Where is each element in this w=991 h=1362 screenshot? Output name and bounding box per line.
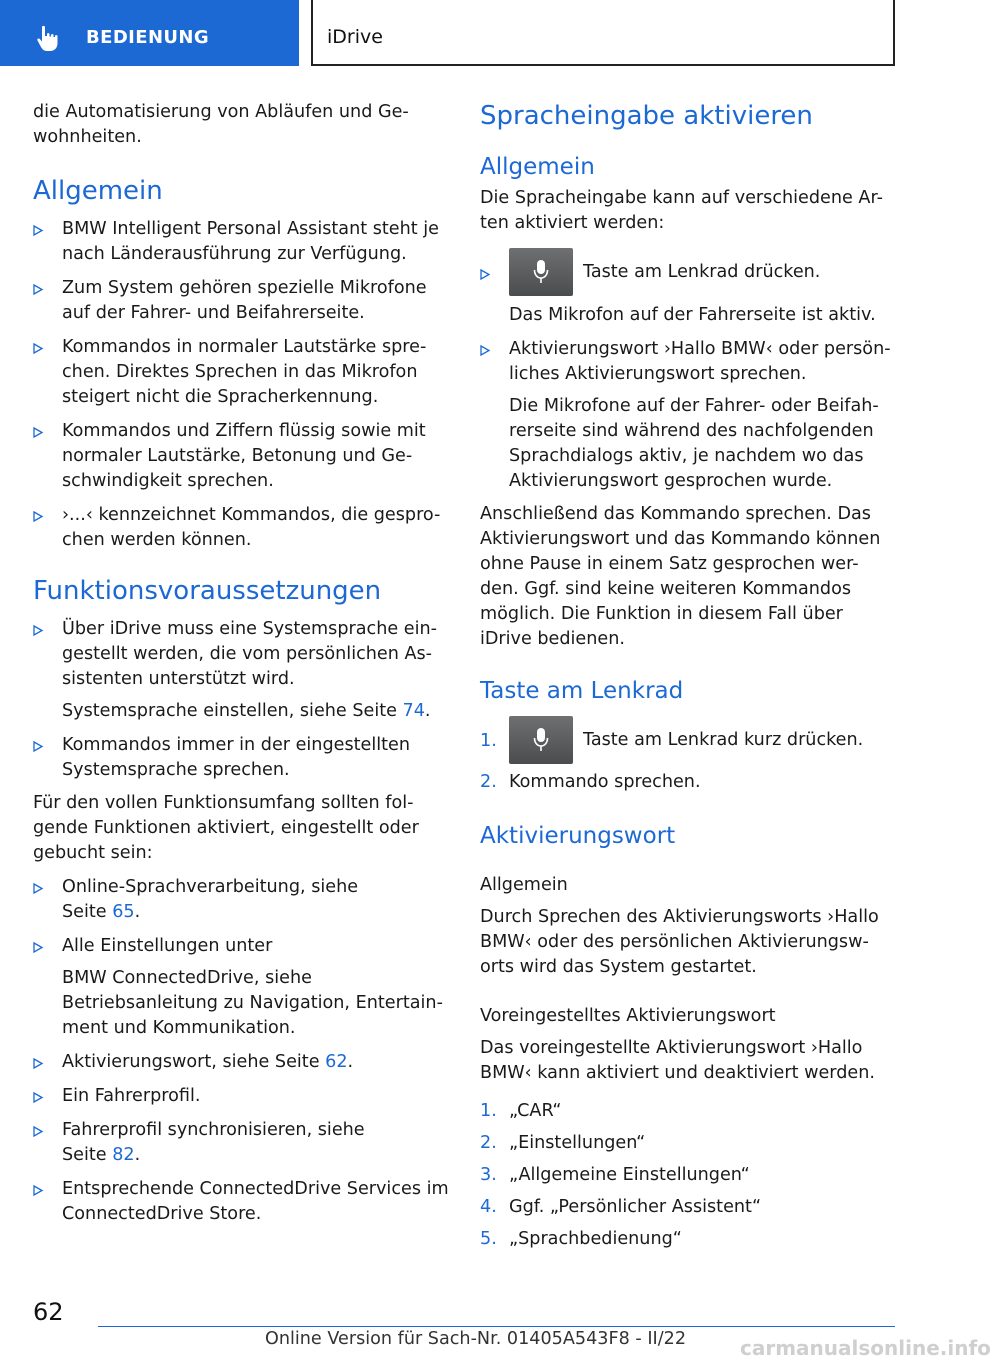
list-item: [33, 276, 451, 326]
step-text: „Allgemeine Einstellungen“: [509, 1165, 750, 1185]
step-item: [480, 1163, 900, 1188]
aktivieren-list: [480, 248, 900, 494]
funktionen-list: [33, 875, 451, 1227]
voreingestellt-steps: [480, 1099, 900, 1252]
heading-funktionsvoraussetzungen: Funktionsvoraussetzungen: [33, 576, 382, 606]
step-item: [480, 1227, 900, 1252]
bullet-triangle-icon: [480, 269, 490, 280]
text: Fahrerprofil synchronisieren, siehe Seite: [62, 1120, 365, 1165]
step-number: 1.: [480, 1101, 497, 1121]
list-item: [33, 617, 451, 724]
bullet-triangle-icon: [33, 1058, 43, 1069]
left-column: [33, 100, 451, 1227]
step-text: „Sprachbedienung“: [509, 1229, 682, 1249]
page-link-82[interactable]: 82: [112, 1145, 135, 1165]
step-item: [480, 770, 900, 795]
section-tab: [0, 0, 299, 66]
section-label: BEDIENUNG: [86, 27, 210, 48]
list-item-text: BMW Intelligent Personal Assistant steht je nach Länderausführung zur Verfügung.: [62, 219, 439, 264]
step-number: 4.: [480, 1197, 497, 1217]
list-item-subtext: Die Mikrofone auf der Fahrer- oder Beifah- rerseite sind während des nachfolgenden Sprachdialogs aktiv, je nachdem wo das Aktivierungswort gesprochen wurde.: [509, 396, 879, 491]
heading-allgemein: Allgemein: [33, 176, 163, 206]
step-number: 2.: [480, 772, 497, 792]
aktivierungswort-text: Durch Sprechen des Aktivierungsworts ›Hallo BMW‹ oder des persönlichen Aktivierungsw- orts wird das System gestartet.: [480, 907, 879, 977]
step-number: 1.: [480, 731, 497, 751]
list-item-text: Ein Fahrerprofil.: [62, 1086, 201, 1106]
list-item: [33, 503, 451, 553]
list-item: [33, 1118, 451, 1168]
list-item: [480, 337, 900, 494]
taste-steps: [480, 716, 900, 795]
list-item-text: [509, 248, 900, 296]
text: Online-Sprachverarbeitung, siehe Seite: [62, 877, 359, 922]
text: Aktivierungswort, siehe Seite: [62, 1052, 326, 1072]
heading-spracheingabe-aktivieren: Spracheingabe aktivieren: [480, 101, 813, 131]
watermark: carmanualsonline.info: [740, 1336, 991, 1360]
bullet-triangle-icon: [33, 511, 43, 522]
bullet-triangle-icon: [33, 225, 43, 236]
steering-wheel-voice-button: [509, 248, 573, 296]
list-item-subtext: BMW ConnectedDrive, siehe Betriebsanleitung zu Navigation, Entertain- ment und Kommunikation.: [62, 968, 443, 1038]
bullet-triangle-icon: [33, 343, 43, 354]
step-text: „Einstellungen“: [509, 1133, 646, 1153]
bullet-triangle-icon: [33, 741, 43, 752]
list-item-subtext: Systemsprache einstellen, siehe Seite 74.: [62, 701, 431, 721]
heading-aktivierungswort: Aktivierungswort: [480, 823, 676, 849]
anschliessend-text: Anschließend das Kommando sprechen. Das Aktivierungswort und das Kommando können ohne Pause in einem Satz gesprochen wer- den. Ggf. sind keine weiteren Kommandos möglich. Die Funktion in diesem Fall über iDrive bedienen.: [480, 504, 881, 649]
text: Taste am Lenkrad kurz drücken.: [583, 730, 864, 750]
step-item: [480, 1099, 900, 1124]
list-item-text: Aktivierungswort, siehe Seite 62.: [62, 1052, 354, 1072]
intro-text: die Automatisierung von Abläufen und Ge- wohnheiten.: [33, 102, 409, 147]
list-item: [33, 1084, 451, 1109]
list-item-subtext: Das Mikrofon auf der Fahrerseite ist aktiv.: [509, 305, 876, 325]
list-item: [33, 934, 451, 1041]
step-text: „CAR“: [509, 1101, 562, 1121]
bullet-triangle-icon: [33, 284, 43, 295]
microphone-icon: [533, 259, 549, 285]
list-item: [33, 733, 451, 783]
list-item-text: Alle Einstellungen unter: [62, 936, 273, 956]
list-item-text: Online-Sprachverarbeitung, siehe Seite 65.: [62, 877, 359, 922]
right-column: [480, 100, 900, 1252]
list-item: [33, 1177, 451, 1227]
funktion-list: [33, 617, 451, 783]
bullet-triangle-icon: [33, 1126, 43, 1137]
allgemein-text: Die Spracheingabe kann auf verschiedene Ar- ten aktiviert werden:: [480, 188, 883, 233]
list-item-text: Zum System gehören spezielle Mikrofone auf der Fahrer- und Beifahrerseite.: [62, 278, 427, 323]
allgemein-list: [33, 217, 451, 553]
subheading-allgemein: Allgemein: [480, 875, 568, 895]
voreingestellt-text: Das voreingestellte Aktivierungswort ›Hallo BMW‹ kann aktiviert und deaktiviert werden.: [480, 1038, 875, 1083]
chapter-label: iDrive: [327, 26, 383, 48]
list-item: [33, 217, 451, 267]
step-number: 2.: [480, 1133, 497, 1153]
list-item: [33, 335, 451, 410]
step-item: [480, 716, 900, 764]
bullet-triangle-icon: [33, 942, 43, 953]
page-link-74[interactable]: 74: [402, 701, 425, 721]
chapter-box: [311, 0, 895, 66]
heading-allgemein-right: Allgemein: [480, 154, 595, 180]
bullet-triangle-icon: [33, 1185, 43, 1196]
heading-taste-am-lenkrad: Taste am Lenkrad: [480, 678, 684, 704]
bullet-triangle-icon: [33, 427, 43, 438]
step-text: Ggf. „Persönlicher Assistent“: [509, 1197, 762, 1217]
step-text: [509, 716, 900, 764]
microphone-icon: [533, 727, 549, 753]
step-item: [480, 1131, 900, 1156]
step-text: Kommando sprechen.: [509, 772, 701, 792]
step-number: 5.: [480, 1229, 497, 1249]
list-item-text: Fahrerprofil synchronisieren, siehe Seite 82.: [62, 1120, 365, 1165]
subtext: Systemsprache einstellen, siehe Seite: [62, 701, 403, 721]
hand-pointer-icon: [34, 24, 64, 54]
list-item: [33, 875, 451, 925]
list-item-text: Aktivierungswort ›Hallo BMW‹ oder persön- liches Aktivierungswort sprechen.: [509, 339, 891, 384]
page-number: 62: [33, 1298, 64, 1326]
bullet-triangle-icon: [480, 345, 490, 356]
list-item: [480, 248, 900, 328]
bullet-triangle-icon: [33, 1092, 43, 1103]
list-item: [33, 419, 451, 494]
list-item-text: Kommandos und Ziffern flüssig sowie mit normaler Lautstärke, Betonung und Ge- schwindigkeit sprechen.: [62, 421, 426, 491]
text: Taste am Lenkrad drücken.: [583, 262, 821, 282]
subheading-voreingestellt: Voreingestelltes Aktivierungswort: [480, 1006, 776, 1026]
list-item-text: Kommandos immer in der eingestellten Systemsprache sprechen.: [62, 735, 410, 780]
list-item-text: Kommandos in normaler Lautstärke spre- chen. Direktes Sprechen in das Mikrofon steigert nicht die Spracherkennung.: [62, 337, 427, 407]
footer-divider: [98, 1326, 895, 1327]
list-item-text: Entsprechende ConnectedDrive Services im ConnectedDrive Store.: [62, 1179, 449, 1224]
funktionsumfang-text: Für den vollen Funktionsumfang sollten fol- gende Funktionen aktiviert, eingestellt oder gebucht sein:: [33, 793, 419, 863]
step-number: 3.: [480, 1165, 497, 1185]
page-link-62[interactable]: 62: [325, 1052, 348, 1072]
list-item: [33, 1050, 451, 1075]
list-item-text: Über iDrive muss eine Systemsprache ein- gestellt werden, die vom persönlichen As- sistenten unterstützt wird.: [62, 619, 437, 689]
bullet-triangle-icon: [33, 625, 43, 636]
bullet-triangle-icon: [33, 883, 43, 894]
steering-wheel-voice-button: [509, 716, 573, 764]
page-link-65[interactable]: 65: [112, 902, 135, 922]
footer-online-version: Online Version für Sach-Nr. 01405A543F8 - II/22: [265, 1329, 687, 1349]
list-item-text: ›...‹ kennzeichnet Kommandos, die gespro- chen werden können.: [62, 505, 441, 550]
step-item: [480, 1195, 900, 1220]
